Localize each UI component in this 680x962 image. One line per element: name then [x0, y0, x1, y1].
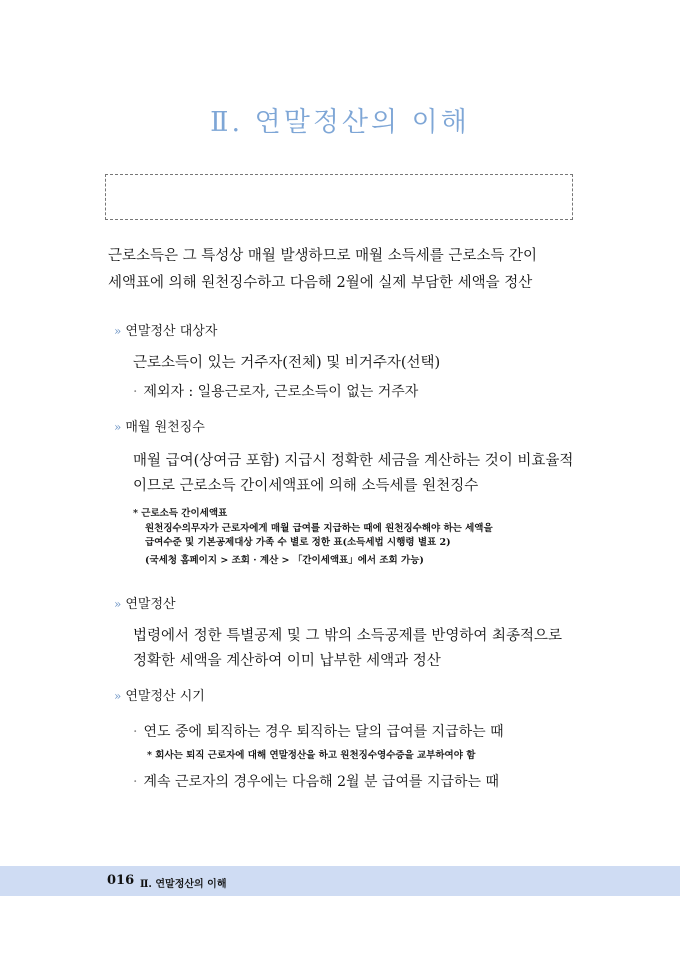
intro-line-2: 세액표에 의해 원천징수하고 다음해 2월에 실제 부담한 세액을 정산: [108, 275, 533, 291]
bullet-continuing: [133, 772, 499, 792]
section-heading-label: 연말정산 시기: [125, 689, 205, 704]
section-heading-target: [114, 322, 217, 341]
bullet-dot-icon: ·: [133, 774, 138, 790]
empty-dashed-box: [105, 174, 573, 220]
section-heading-label: 연말정산 대상자: [125, 324, 218, 339]
page-number: 016: [107, 873, 135, 888]
body-line: 정확한 세액을 계산하여 이미 납부한 세액과 정산: [133, 653, 441, 669]
intro-line-1: 근로소득은 그 특성상 매월 발생하므로 매월 소득세를 근로소득 간이: [108, 248, 538, 264]
section-heading-label: 연말정산: [125, 597, 176, 612]
note-line: 급여수준 및 기본공제대상 가족 수 별로 정한 표(소득세법 시행령 별표 2): [145, 537, 451, 548]
section-body-withholding: [133, 449, 583, 499]
section-body-target: [133, 351, 583, 376]
bullet-dot-icon: ·: [133, 384, 138, 400]
bullet-text: 연도 중에 퇴직하는 경우 퇴직하는 달의 급여를 지급하는 때: [143, 724, 504, 740]
body-line: 매월 급여(상여금 포함) 지급시 정확한 세금을 계산하는 것이 비효율적: [133, 453, 574, 469]
section-body-settlement: [133, 624, 583, 674]
double-chevron-icon: »: [114, 420, 122, 434]
note-line: (국세청 홈페이지 > 조회 · 계산 > 「간이세액표」에서 조회 가능): [145, 554, 424, 566]
bullet-exclusion: [133, 382, 418, 402]
note-tax-table: [133, 507, 593, 568]
section-heading-settlement: [114, 595, 176, 614]
bullet-text: 계속 근로자의 경우에는 다음해 2월 분 급여를 지급하는 때: [143, 774, 500, 790]
intro-paragraph: [108, 243, 583, 297]
note-line: * 근로소득 간이세액표: [133, 508, 228, 519]
note-line: 원천징수의무자가 근로자에게 매월 급여를 지급하는 때에 원천징수해야 하는 세액을: [145, 522, 493, 534]
double-chevron-icon: »: [114, 324, 122, 338]
page-title: Ⅱ. 연말정산의 이해: [210, 107, 470, 138]
double-chevron-icon: »: [114, 689, 122, 703]
section-heading-withholding: [114, 418, 205, 437]
body-line: 근로소득이 있는 거주자(전체) 및 비거주자(선택): [133, 355, 441, 371]
note-line: * 회사는 퇴직 근로자에 대해 연말정산을 하고 원천징수영수증을 교부하여야 함: [147, 750, 476, 761]
section-heading-label: 매월 원천징수: [125, 420, 205, 435]
section-heading-timing: [114, 687, 205, 706]
bullet-retiree: [133, 722, 504, 742]
bullet-text: 제외자 : 일용근로자, 근로소득이 없는 거주자: [143, 384, 419, 400]
double-chevron-icon: »: [114, 597, 122, 611]
footer-bar: [0, 866, 680, 896]
bullet-dot-icon: ·: [133, 724, 138, 740]
body-line: 이므로 근로소득 간이세액표에 의해 소득세를 원천징수: [133, 478, 479, 494]
footer-chapter-title: Ⅱ. 연말정산의 이해: [140, 879, 227, 890]
body-line: 법령에서 정한 특별공제 및 그 밖의 소득공제를 반영하여 최종적으로: [133, 628, 563, 644]
note-retiree: [147, 749, 607, 764]
